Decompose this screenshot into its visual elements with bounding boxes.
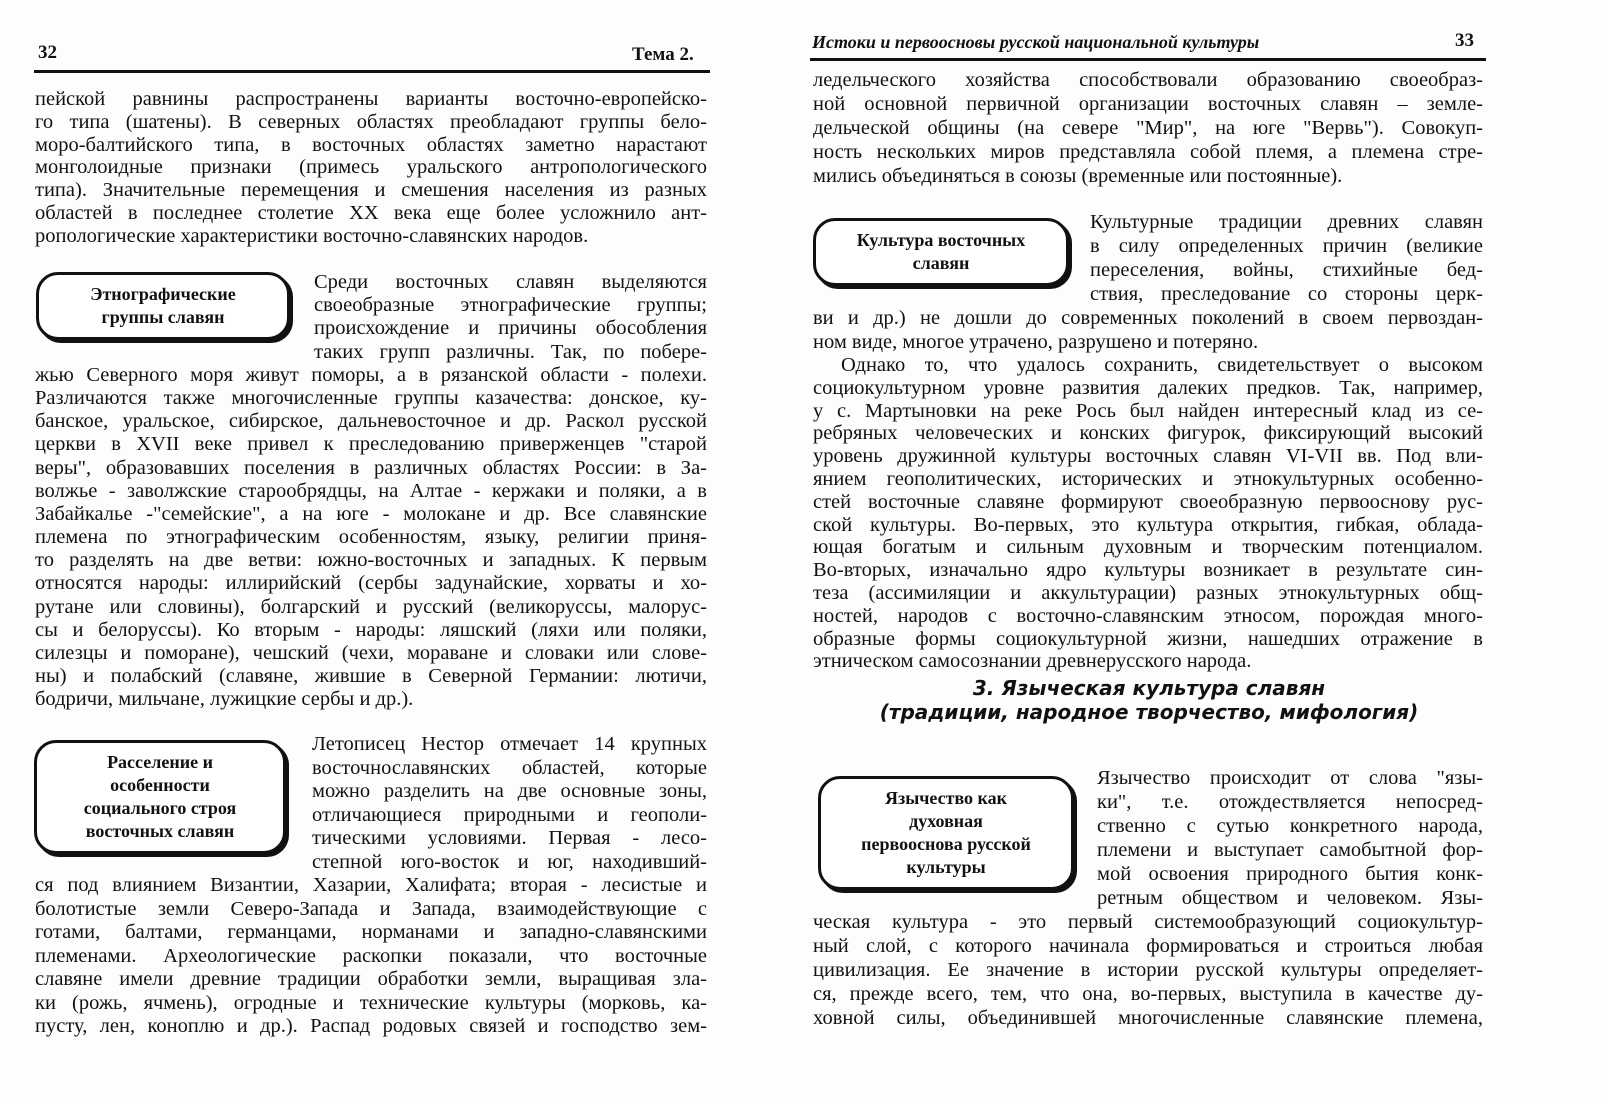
- running-head: Тема 2.: [632, 44, 694, 65]
- text-line: цивилизация. Ее значение в истории русской культуры определяет-: [813, 959, 1483, 981]
- box-label-line: духовная: [909, 811, 983, 831]
- text-line: племена по этнографическим особенностям, языку, религии приня-: [35, 526, 707, 549]
- box-label-line: Расселение и: [107, 752, 213, 772]
- text-line: Во-вторых, изначально ядро культуры возникает в результате син-: [813, 559, 1483, 582]
- text-line: ностей, народов с восточно-славянским этносом, порождая много-: [813, 604, 1483, 627]
- text-line: в силу определенных причин (великие: [1090, 235, 1483, 257]
- text-line: ледельческого хозяйства способствовали образованию своеобраз-: [813, 69, 1483, 91]
- text-line: социокультурном уровне развития далеких предков. Так, например,: [813, 376, 1483, 399]
- running-head: Истоки и первоосновы русской национальной культуры: [812, 32, 1260, 52]
- text-line: ный слой, с которого начинала формироваться и строиться любая: [813, 935, 1483, 957]
- box-label-line: культуры: [906, 857, 986, 877]
- box-label-line: группы славян: [101, 307, 225, 327]
- text-line: происхождение и причины обособления: [314, 317, 707, 340]
- text-line: церкви в XVII веке привел к преследованию приверженцев "старой: [35, 433, 707, 456]
- text-line: теза (ассимиляции и аккультурации) разных этнокультурных общ-: [813, 581, 1483, 604]
- text-line: банское, уральское, сибирское, дальневосточное и др. Раскол русской: [35, 410, 707, 433]
- text-line: племенами. Археологические раскопки показали, что восточные: [35, 944, 707, 967]
- text-line: го типа (шатены). В северных областях преобладают группы бело-: [35, 110, 707, 133]
- text-line: ческая культура - это первый системообразующий социокультур-: [813, 911, 1483, 933]
- text-line: тическими условиями. Первая - лесо-: [312, 827, 707, 849]
- text-line: ретным обществом и человеком. Язы-: [1097, 887, 1483, 909]
- paragraph: [35, 88, 707, 248]
- text-line: болотистые земли Северо-Запада и Запада, взаимодействующие с: [35, 897, 707, 920]
- text-line: Различаются также многочисленные группы казачества: донское, ку-: [35, 386, 707, 409]
- text-line: образные формы социокультурной жизни, нашедших отражение в: [813, 627, 1483, 650]
- page-number: 33: [1455, 30, 1474, 51]
- text-line: монголоидные признаки (примесь уральского антропологического: [35, 156, 707, 179]
- text-line: пейской равнины распространены варианты восточно-европейско-: [35, 88, 707, 110]
- box-label-line: первооснова русской: [861, 834, 1031, 854]
- text-line: у с. Мартыновки на реке Рось был найден интересный клад из се-: [813, 399, 1483, 422]
- text-line: восточнославянских областей, которые: [312, 756, 707, 779]
- box-label-line: славян: [912, 253, 970, 273]
- box-label-line: Культура восточных: [856, 230, 1026, 250]
- text-line: Однако то, что удалось сохранить, свидетельствует о высоком: [841, 354, 1483, 376]
- text-line: относятся народы: иллирийский (сербы задунайские, хорваты и хо-: [35, 572, 707, 595]
- section-subtitle: (традиции, народное творчество, мифология): [879, 700, 1419, 724]
- text-line: сы и белоруссы). Ко вторым - народы: ляшский (ляхи или поляки,: [35, 618, 707, 641]
- text-line: дельческой общины (на севере "Мир", на юге "Вервь"). Совокуп-: [813, 117, 1483, 139]
- text-line: Забайкалье -"семейские", а на юге - молокане и др. Все славянские: [35, 502, 707, 525]
- text-line: мились объединяться в союзы (временные или постоянные).: [813, 165, 1343, 187]
- box-label-line: Этнографические: [90, 284, 236, 304]
- text-line: ющая богатым и сильным духовным и творческим потенциалом.: [813, 536, 1483, 559]
- header-rule: [810, 58, 1486, 61]
- box-label-line: Язычество как: [884, 788, 1008, 808]
- box-label-line: социального строя: [83, 798, 237, 818]
- text-line: Язычество происходит от слова "язы-: [1097, 767, 1483, 789]
- text-line: этническом самосознании древнерусского народа.: [813, 650, 1252, 673]
- header-rule: [34, 70, 710, 73]
- text-line: славяне имели древние традиции обработки земли, выращивая зла-: [35, 968, 707, 990]
- paragraph: [813, 68, 1483, 188]
- text-line: ской культуры. Во-первых, это культура открытия, гибкая, облада-: [813, 513, 1483, 536]
- text-line: ны) и полабский (славяне, жившие в Северной Германии: лютичи,: [35, 665, 707, 688]
- page-number: 32: [38, 42, 57, 63]
- paragraph: [35, 271, 707, 712]
- text-line: жью Северного моря живут поморы, а в рязанской области - полехи.: [35, 363, 707, 386]
- text-line: ность нескольких миров представляла собой племя, а племена стре-: [813, 141, 1483, 163]
- text-line: ся под влиянием Византии, Хазарии, Халифата; вторая - лесистые и: [35, 874, 707, 896]
- text-line: ся, прежде всего, тем, что она, во-первых, выступила в качестве ду-: [813, 983, 1483, 1005]
- text-line: типа). Значительные перемещения и смешения населения из разных: [35, 179, 707, 202]
- paragraph: [813, 766, 1483, 1030]
- text-line: ви и др.) не дошли до современных поколений в своем первоздан-: [813, 307, 1483, 329]
- text-line: бодричи, мильчане, лужицкие сербы и др.).: [35, 688, 414, 711]
- box-label-line: особенности: [110, 775, 210, 795]
- text-line: ном виде, многое утрачено, разрушено и потеряно.: [813, 331, 1259, 353]
- text-line: племени и выступает самобытной фор-: [1097, 839, 1483, 861]
- text-line: областей в последнее столетие XX века еще более усложнило ант-: [35, 201, 707, 224]
- text-line: волжье - заволжские старообрядцы, на Алтае - кержаки и поляки, а в: [35, 479, 707, 502]
- text-line: можно разделить на две основные зоны,: [312, 780, 707, 802]
- text-line: ки", т.е. отождествляется непосред-: [1097, 791, 1483, 813]
- text-line: Культурные традиции древних славян: [1090, 211, 1483, 233]
- text-line: моро-балтийского типа, в восточных областях заметно нарастают: [35, 133, 707, 156]
- text-line: переселения, войны, стихийные бед-: [1090, 259, 1483, 281]
- section-heading: [813, 676, 1485, 724]
- section-title: 3. Языческая культура славян: [972, 676, 1326, 700]
- text-line: янием геополитических, исторических и этнокультурных особенно-: [813, 467, 1483, 490]
- paragraph: [35, 733, 707, 1039]
- paragraph: [813, 210, 1483, 354]
- text-line: ребряных человеческих и конских фигурок, фиксирующий высокий: [813, 422, 1483, 445]
- text-line: мой освоения природного бытия конк-: [1097, 863, 1483, 885]
- text-line: ховной силы, объединившей многочисленные славянские племена,: [813, 1007, 1483, 1029]
- text-line: ки (рожь, ячмень), огродные и технические культуры (морковь, ка-: [35, 991, 707, 1014]
- text-line: пусту, лен, коноплю и др.). Распад родовых связей и господство зем-: [35, 1015, 707, 1037]
- paragraph: [813, 354, 1483, 673]
- text-line: рутане или словины), болгарский и русский (великоруссы, малорус-: [35, 595, 707, 618]
- text-line: веры", образовавших поселения в различных областях России: в За-: [35, 456, 707, 479]
- text-line: Летописец Нестор отмечает 14 крупных: [312, 733, 707, 755]
- text-line: уровень дружинной культуры восточных славян VI-VII вв. Под вли-: [813, 445, 1483, 468]
- text-line: стей восточные славяне формируют своеобразную первооснову рус-: [813, 490, 1483, 513]
- text-line: Среди восточных славян выделяются: [314, 271, 707, 293]
- text-line: степной юго-восток и юг, находивший-: [312, 850, 707, 873]
- text-line: ропологические характеристики восточно-славянских народов.: [35, 224, 589, 247]
- text-line: силезцы и поморане), чешский (чехи, мораване и словаки или слове-: [35, 642, 707, 664]
- text-line: ной основной первичной организации восточных славян – земле-: [813, 93, 1483, 115]
- text-line: ствия, преследование со стороны церк-: [1090, 283, 1483, 305]
- text-line: таких групп различны. Так, по побере-: [314, 340, 707, 363]
- text-line: своеобразные этнографические группы;: [314, 294, 707, 317]
- text-line: то разделять на две ветви: южно-восточных и западных. К первым: [35, 549, 707, 572]
- text-line: отличающиеся природными и геополи-: [312, 803, 707, 826]
- text-line: ственно с сутью конкретного народа,: [1097, 815, 1483, 837]
- box-label-line: восточных славян: [85, 821, 235, 841]
- text-line: готами, балтами, германцами, норманами и западно-славянскими: [35, 921, 707, 943]
